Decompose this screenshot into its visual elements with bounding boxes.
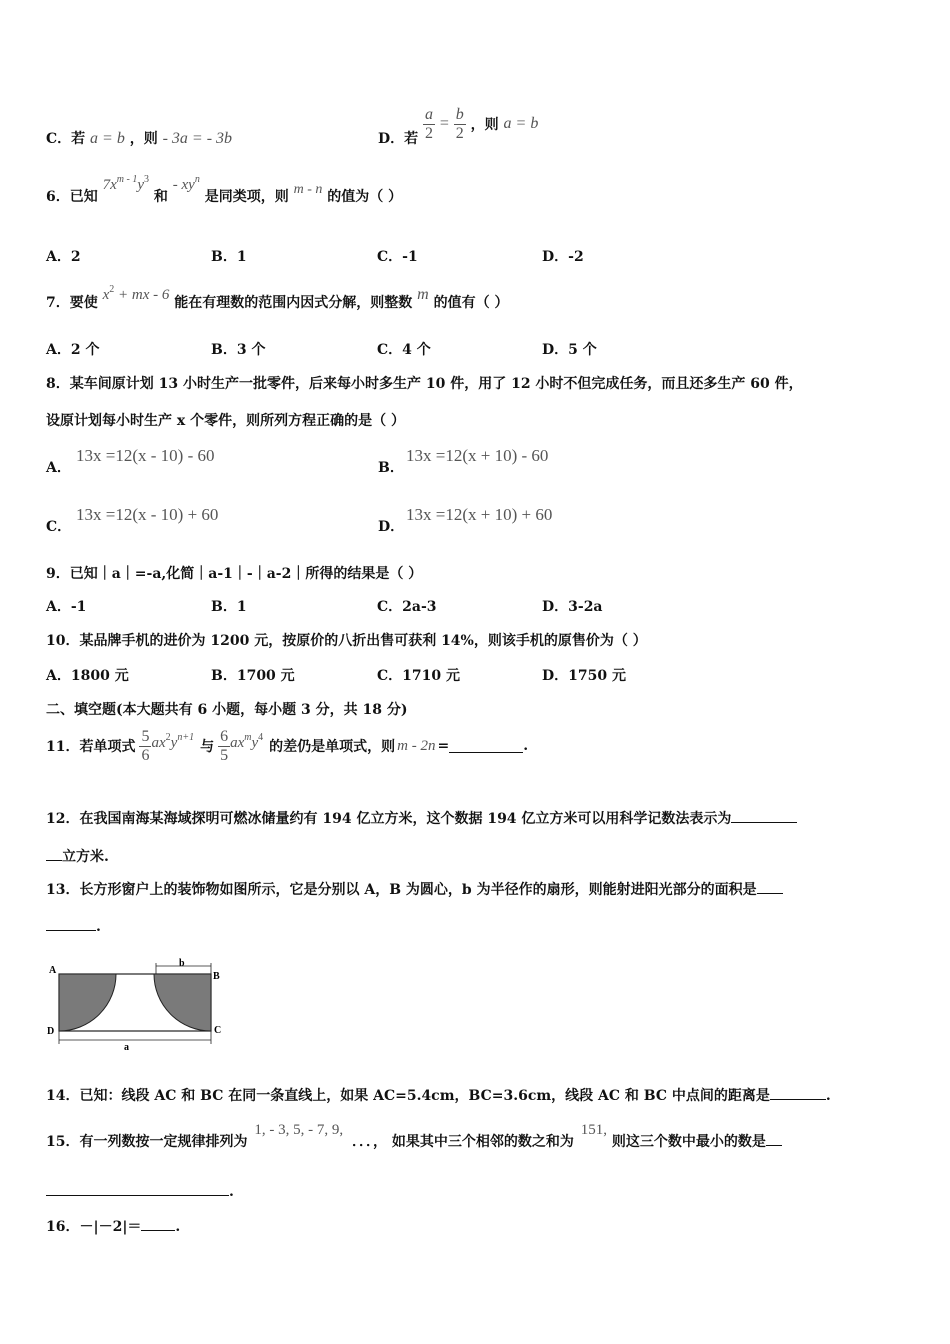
- q11-term2: $ax^my^4$: [230, 732, 264, 751]
- q5-c-label: C．若: [46, 131, 86, 147]
- q16-line: [46, 1216, 180, 1236]
- q11-frac1: $\frac{5}{6}$: [141, 727, 150, 764]
- q10-stem: 10．某品牌手机的进价为 1200 元，按原价的八折出售可获利 14%，则该手机的原售价为（ ）: [46, 633, 647, 649]
- q7-stem: [46, 284, 509, 312]
- q15-dots: ．．．，: [351, 1134, 387, 1150]
- q6-stem-d: 的值为（ ）: [327, 189, 403, 205]
- q7-stem-a: 7．要使: [46, 295, 98, 311]
- q6-option-d: D．-2: [542, 249, 584, 265]
- q5-c-concl: - 3a = - 3b: [162, 130, 233, 147]
- sector-a: [59, 974, 116, 1031]
- section-2-title: 二、填空题(本大题共有 6 小题，每小题 3 分，共 18 分): [46, 702, 408, 718]
- q7-option-b: B．3 个: [211, 342, 266, 358]
- label-b-length: b: [179, 958, 185, 969]
- q8-b-label: B．: [378, 460, 404, 476]
- q15-answer-blank-2[interactable]: [46, 1183, 229, 1196]
- q12-end: 立方米.: [62, 849, 109, 865]
- q7-option-d: D．5 个: [542, 342, 597, 358]
- q16-answer-blank[interactable]: [141, 1218, 175, 1231]
- q8-a-label: A．: [46, 460, 71, 476]
- q15-stem-b: 如果其中三个相邻的数之和为: [391, 1134, 574, 1150]
- q13-window-figure: [40, 955, 240, 1055]
- q6-stem: [46, 174, 403, 206]
- q15-sum: 151,: [580, 1122, 607, 1138]
- q11-stem-c: 的差仍是单项式，则: [269, 739, 396, 755]
- q7-poly: $x^2$ + mx - 6: [102, 284, 170, 303]
- q8-c-label: C．: [46, 519, 72, 535]
- q7-stem-c: 的值有（ ）: [433, 295, 509, 311]
- q10-option-b: B．1700 元: [211, 668, 295, 684]
- q12-answer-blank-1[interactable]: [731, 810, 797, 823]
- q7-var: m: [417, 286, 429, 303]
- q6-stem-a: 6．已知: [46, 189, 98, 205]
- q10-option-a: A．1800 元: [46, 668, 129, 684]
- q12-line1: [46, 808, 797, 828]
- q6-term1: $7x^{m - 1}y^3$: [102, 174, 150, 193]
- q11-stem-d: =: [437, 738, 450, 754]
- q16-stem: 16．－|－2|＝: [46, 1219, 142, 1235]
- q5-c-expr: a = b: [90, 130, 125, 147]
- q8-stem-line2: 设原计划每小时生产 x 个零件，则所列方程正确的是（ ）: [46, 413, 405, 429]
- q6-option-c: C．-1: [377, 249, 418, 265]
- q13-end: .: [96, 919, 101, 935]
- q11-term1: $ax^2y^{n+1}$: [151, 732, 195, 751]
- q6-stem-c: 是同类项，则: [204, 189, 289, 205]
- q5-d-eq: =: [439, 115, 449, 132]
- q8-d-equation: 13x =12(x + 10) + 60: [406, 505, 553, 524]
- q13-answer-blank-2[interactable]: [46, 918, 96, 931]
- q7-option-c: C．4 个: [377, 342, 431, 358]
- q15-line2: [46, 1183, 234, 1200]
- q12-line2: [46, 846, 109, 866]
- q15-sequence: 1, - 3, 5, - 7, 9,: [254, 1122, 344, 1138]
- label-a-point: A: [49, 965, 57, 976]
- q14-line: [46, 1085, 831, 1105]
- q7-stem-b: 能在有理数的范围内因式分解，则整数: [174, 295, 413, 311]
- q14-stem: 14．已知：线段 AC 和 BC 在同一条直线上，如果 AC=5.4cm，BC=3.6cm，线段 AC 和 BC 中点间的距离是: [46, 1088, 770, 1104]
- q11-end: .: [523, 738, 529, 754]
- q11-frac2: $\frac{6}{5}$: [220, 727, 229, 764]
- q5-d-frac-b: $\frac{b}{2}$: [455, 105, 464, 142]
- q9-option-a: A．-1: [46, 599, 87, 615]
- q5-c-mid: ，则: [129, 131, 158, 147]
- q13-answer-blank-1[interactable]: [757, 881, 783, 894]
- q5-d-concl: a = b: [503, 115, 539, 132]
- q6-stem-b: 和: [153, 189, 168, 205]
- q5-d-frac-a: $\frac{a}{2}$: [425, 105, 434, 142]
- label-d-point: D: [47, 1026, 55, 1037]
- q14-answer-blank[interactable]: [770, 1087, 826, 1100]
- q8-c-equation: 13x =12(x - 10) + 60: [76, 505, 219, 524]
- q11-stem: [46, 722, 528, 770]
- q16-end: .: [175, 1219, 181, 1235]
- q9-option-c: C．2a-3: [377, 599, 437, 615]
- q9-option-b: B．1: [211, 599, 247, 615]
- q10-option-d: D．1750 元: [542, 668, 626, 684]
- q11-stem-a: 11．若单项式: [46, 739, 136, 755]
- q8-a-equation: 13x =12(x - 10) - 60: [76, 446, 215, 465]
- q12-answer-blank-2[interactable]: [46, 848, 62, 861]
- q5-option-c: [46, 128, 232, 148]
- q8-b-equation: 13x =12(x + 10) - 60: [406, 446, 549, 465]
- q12-stem: 12．在我国南海某海域探明可燃冰储量约有 194 亿立方米，这个数据 194 亿立方米可以用科学记数法表示为: [46, 811, 732, 827]
- sector-b: [154, 974, 211, 1031]
- q10-option-c: C．1710 元: [377, 668, 460, 684]
- q9-option-d: D．3-2a: [542, 599, 603, 615]
- q11-stem-b: 与: [200, 739, 215, 755]
- q6-option-a: A．2: [46, 249, 81, 265]
- q5-d-label: D．若: [378, 131, 419, 147]
- q15-line1: [46, 1122, 782, 1151]
- q15-end: .: [229, 1184, 234, 1200]
- q6-expr: m - n: [293, 182, 323, 197]
- label-b-point: B: [213, 971, 220, 982]
- q9-stem: 9．已知｜a｜=-a,化简｜a-1｜-｜a-2｜所得的结果是（ ）: [46, 566, 423, 582]
- q8-stem-line1: 8．某车间原计划 13 小时生产一批零件，后来每小时多生产 10 件，用了 12 小时不但完成任务，而且还多生产 60 件，: [46, 376, 803, 392]
- q11-expr: m - 2n: [397, 737, 436, 754]
- q7-option-a: A．2 个: [46, 342, 100, 358]
- q15-answer-blank-1[interactable]: [766, 1133, 782, 1146]
- q11-answer-blank[interactable]: [449, 740, 523, 753]
- q8-d-label: D．: [378, 519, 405, 535]
- label-c-point: C: [214, 1025, 222, 1036]
- q13-line1: [46, 879, 783, 899]
- q15-stem-a: 15．有一列数按一定规律排列为: [46, 1134, 248, 1150]
- q5-d-mid: ，则: [470, 117, 499, 133]
- q13-stem: 13．长方形窗户上的装饰物如图所示，它是分别以 A，B 为圆心，b 为半径作的扇形，则能射进阳光部分的面积是: [46, 882, 757, 898]
- q5-option-d: [378, 100, 538, 148]
- q15-stem-c: 则这三个数中最小的数是: [611, 1134, 766, 1150]
- q6-option-b: B．1: [211, 249, 247, 265]
- q6-term2: - $xy^n$: [172, 174, 200, 193]
- q13-line2: [46, 918, 101, 935]
- q14-end: .: [825, 1088, 831, 1104]
- label-a-length: a: [124, 1042, 129, 1053]
